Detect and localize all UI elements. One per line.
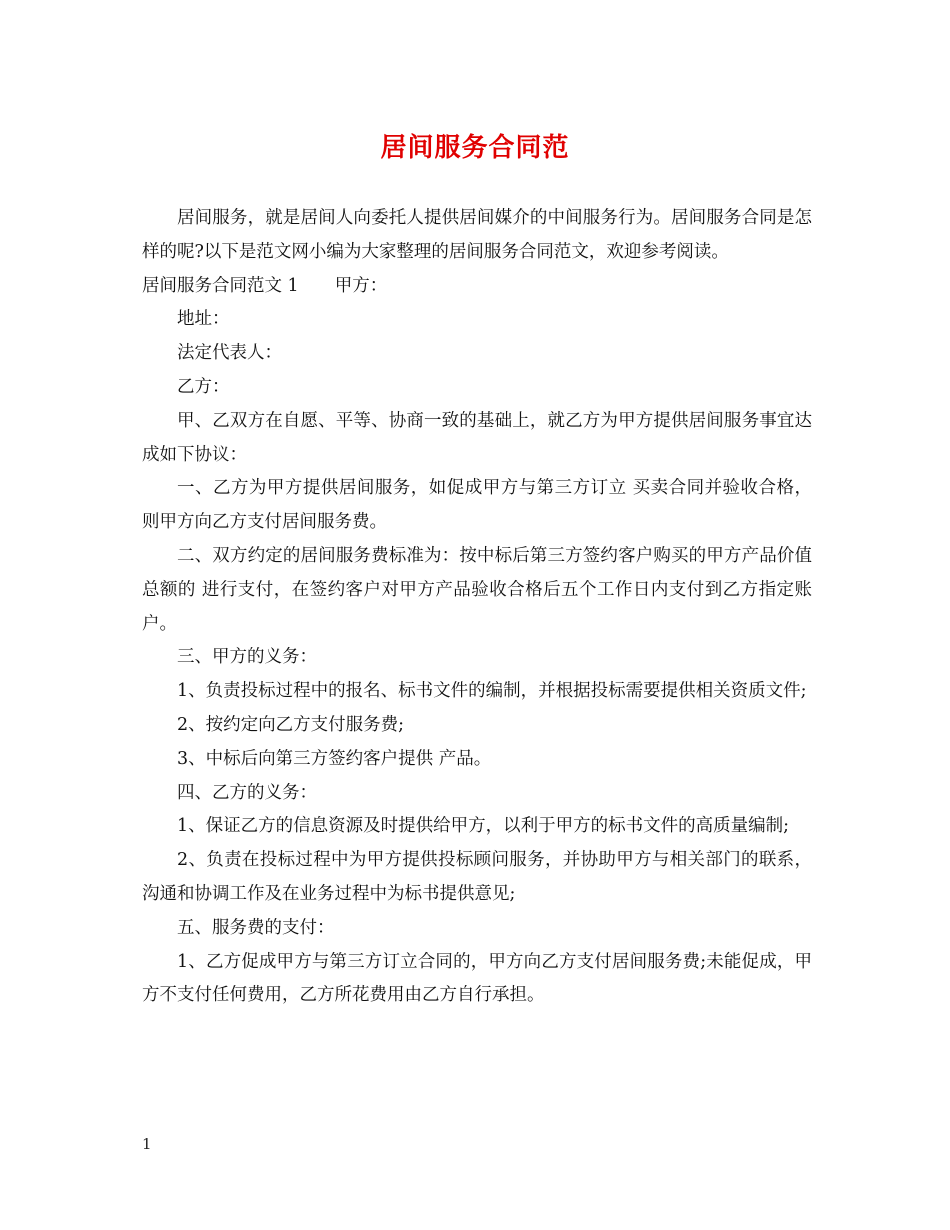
agreement-paragraph: 甲、乙双方在自愿、平等、协商一致的基础上，就乙方为甲方提供居间服务事宜达成如下协议：: [142, 410, 812, 465]
party-b-duty-2: 2、负责在投标过程中为甲方提供投标顾问服务，并协助甲方与相关部门的联系，沟通和协调工作及在业务过程中为标书提供意见;: [142, 850, 812, 904]
legal-representative-line: 法定代表人：: [177, 343, 282, 364]
page-number: 1: [142, 1135, 152, 1153]
clause-1: 一、乙方为甲方提供居间服务，如促成甲方与第三方订立 买卖合同并验收合格，则甲方向乙方支付居间服务费。: [142, 478, 812, 533]
party-a-duty-1: 1、负责投标过程中的报名、标书文件的编制，并根据投标需要提供相关资质文件;: [177, 681, 807, 702]
section-fee-payment: 五、服务费的支付：: [177, 917, 335, 938]
address-line: 地址：: [177, 309, 230, 330]
party-a-label: 甲方：: [334, 275, 388, 296]
section-party-a-duties: 三、甲方的义务：: [177, 647, 317, 668]
party-b-duty-1: 1、保证乙方的信息资源及时提供给甲方，以利于甲方的标书文件的高质量编制;: [177, 816, 790, 837]
party-a-duty-2: 2、按约定向乙方支付服务费;: [177, 714, 405, 735]
section-party-b-duties: 四、乙方的义务：: [177, 782, 317, 803]
clause-2: 二、双方约定的居间服务费标准为：按中标后第三方签约客户购买的甲方产品价值总额的 进行支付，在签约客户对甲方产品验收合格后五个工作日内支付到乙方指定账户。: [142, 545, 812, 634]
party-b-line: 乙方：: [177, 376, 230, 397]
party-a-duty-3: 3、中标后向第三方签约客户提供 产品。: [177, 748, 492, 769]
sample-heading-line: [142, 270, 812, 304]
sample-heading: 居间服务合同范文 1: [142, 275, 299, 296]
document-title: 居间服务合同范: [380, 133, 570, 163]
document-body: [142, 202, 812, 1013]
intro-paragraph: 居间服务，就是居间人向委托人提供居间媒介的中间服务行为。居间服务合同是怎样的呢?以下是范文网小编为大家整理的居间服务合同范文，欢迎参考阅读。: [142, 208, 812, 262]
fee-payment-1: 1、乙方促成甲方与第三方订立合同的，甲方向乙方支付居间服务费;未能促成，甲方不支付任何费用，乙方所花费用由乙方自行承担。: [142, 951, 812, 1006]
